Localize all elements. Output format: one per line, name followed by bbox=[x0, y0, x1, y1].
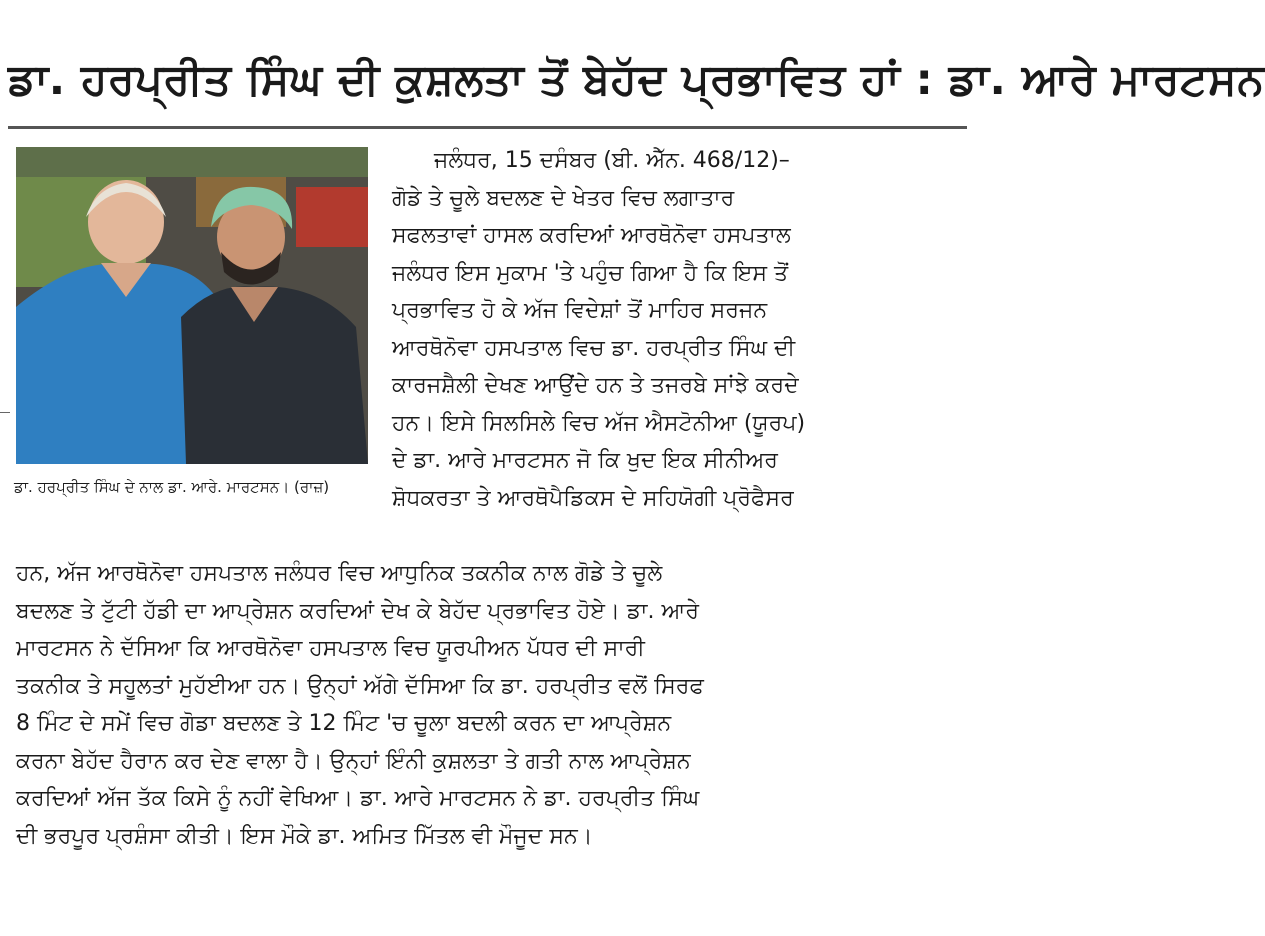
photo-caption: ਡਾ. ਹਰਪ੍ਰੀਤ ਸਿੰਘ ਦੇ ਨਾਲ ਡਾ. ਆਰੇ. ਮਾਰਟਸਨ। (ਰਾਜ਼) bbox=[14, 478, 330, 496]
article-line: ਤਕਨੀਕ ਤੇ ਸਹੂਲਤਾਂ ਮੁਹੱਈਆ ਹਨ। ਉਨ੍ਹਾਂ ਅੱਗੇ ਦੱਸਿਆ ਕਿ ਡਾ. ਹਰਪ੍ਰੀਤ ਵਲੋਂ ਸਿਰਫ bbox=[16, 673, 704, 699]
article-line: ਹਨ, ਅੱਜ ਆਰਥੋਨੋਵਾ ਹਸਪਤਾਲ ਜਲੰਧਰ ਵਿਚ ਆਧੁਨਿਕ ਤਕਨੀਕ ਨਾਲ ਗੋਡੇ ਤੇ ਚੂਲੇ bbox=[16, 561, 663, 586]
article-line: ਸ਼ੋਧਕਰਤਾ ਤੇ ਆਰਥੋਪੈਡਿਕਸ ਦੇ ਸਹਿਯੋਗੀ ਪ੍ਰੋਫੈਸਰ bbox=[392, 485, 794, 511]
article-line: ਗੋਡੇ ਤੇ ਚੂਲੇ ਬਦਲਣ ਦੇ ਖੇਤਰ ਵਿਚ ਲਗਾਤਾਰ bbox=[392, 185, 735, 211]
headline: ਡਾ. ਹਰਪ੍ਰੀਤ ਸਿੰਘ ਦੀ ਕੁਸ਼ਲਤਾ ਤੋਂ ਬੇਹੱਦ ਪ੍ਰਭਾਵਿਤ ਹਾਂ : ਡਾ. ਆਰੇ ਮਾਰਟਸਨ bbox=[8, 55, 1265, 105]
article-line: ਕਾਰਜਸ਼ੈਲੀ ਦੇਖਣ ਆਉਂਦੇ ਹਨ ਤੇ ਤਜਰਬੇ ਸਾਂਝੇ ਕਰਦੇ bbox=[392, 373, 799, 398]
article-right-column bbox=[392, 142, 967, 517]
article-line: ਕਰਨਾ ਬੇਹੱਦ ਹੈਰਾਨ ਕਰ ਦੇਣ ਵਾਲਾ ਹੈ। ਉਨ੍ਹਾਂ ਇੰਨੀ ਕੁਸ਼ਲਤਾ ਤੇ ਗਤੀ ਨਾਲ ਆਪ੍ਰੇਸ਼ਨ bbox=[16, 748, 691, 774]
article-line: ਮਾਰਟਸਨ ਨੇ ਦੱਸਿਆ ਕਿ ਆਰਥੋਨੋਵਾ ਹਸਪਤਾਲ ਵਿਚ ਯੂਰਪੀਅਨ ਪੱਧਰ ਦੀ ਸਾਰੀ bbox=[16, 636, 645, 661]
headline-rule bbox=[8, 126, 967, 129]
article-line: ਜਲੰਧਰ, 15 ਦਸੰਬਰ (ਬੀ. ਐੱਨ. 468/12)– bbox=[434, 148, 790, 173]
article-line: ਆਰਥੋਨੋਵਾ ਹਸਪਤਾਲ ਵਿਚ ਡਾ. ਹਰਪ੍ਰੀਤ ਸਿੰਘ ਦੀ bbox=[392, 335, 796, 361]
article-line: ਬਦਲਣ ਤੇ ਟੁੱਟੀ ਹੱਡੀ ਦਾ ਆਪ੍ਰੇਸ਼ਨ ਕਰਦਿਆਂ ਦੇਖ ਕੇ ਬੇਹੱਦ ਪ੍ਰਭਾਵਿਤ ਹੋਏ। ਡਾ. ਆਰੇ bbox=[16, 598, 700, 624]
article-line: ਦੇ ਡਾ. ਆਰੇ ਮਾਰਟਸਨ ਜੋ ਕਿ ਖੁਦ ਇਕ ਸੀਨੀਅਰ bbox=[392, 448, 778, 473]
news-photo bbox=[16, 147, 368, 464]
article-line: ਸਫਲਤਾਵਾਂ ਹਾਸਲ ਕਰਦਿਆਂ ਆਰਥੋਨੋਵਾ ਹਸਪਤਾਲ bbox=[392, 223, 791, 248]
article-full-width bbox=[16, 555, 967, 855]
article-line: 8 ਮਿੰਟ ਦੇ ਸਮੇਂ ਵਿਚ ਗੋਡਾ ਬਦਲਣ ਤੇ 12 ਮਿੰਟ 'ਚ ਚੂਲਾ ਬਦਲੀ ਕਰਨ ਦਾ ਆਪ੍ਰੇਸ਼ਨ bbox=[16, 711, 672, 736]
article-line: ਪ੍ਰਭਾਵਿਤ ਹੋ ਕੇ ਅੱਜ ਵਿਦੇਸ਼ਾਂ ਤੋਂ ਮਾਹਿਰ ਸਰਜਨ bbox=[392, 298, 768, 323]
margin-mark bbox=[0, 412, 10, 413]
article-line: ਕਰਦਿਆਂ ਅੱਜ ਤੱਕ ਕਿਸੇ ਨੂੰ ਨਹੀਂ ਵੇਖਿਆ। ਡਾ. ਆਰੇ ਮਾਰਟਸਨ ਨੇ ਡਾ. ਹਰਪ੍ਰੀਤ ਸਿੰਘ bbox=[16, 786, 700, 811]
article-line: ਹਨ। ਇਸੇ ਸਿਲਸਿਲੇ ਵਿਚ ਅੱਜ ਐਸਟੋਨੀਆ (ਯੂਰਪ) bbox=[392, 410, 806, 436]
doctors-photo-illustration bbox=[16, 147, 368, 464]
article-line: ਦੀ ਭਰਪੂਰ ਪ੍ਰਸ਼ੰਸਾ ਕੀਤੀ। ਇਸ ਮੌਕੇ ਡਾ. ਅਮਿਤ ਮਿੱਤਲ ਵੀ ਮੌਜੂਦ ਸਨ। bbox=[16, 823, 593, 849]
article-line: ਜਲੰਧਰ ਇਸ ਮੁਕਾਮ 'ਤੇ ਪਹੁੰਚ ਗਿਆ ਹੈ ਕਿ ਇਸ ਤੋਂ bbox=[392, 260, 789, 286]
